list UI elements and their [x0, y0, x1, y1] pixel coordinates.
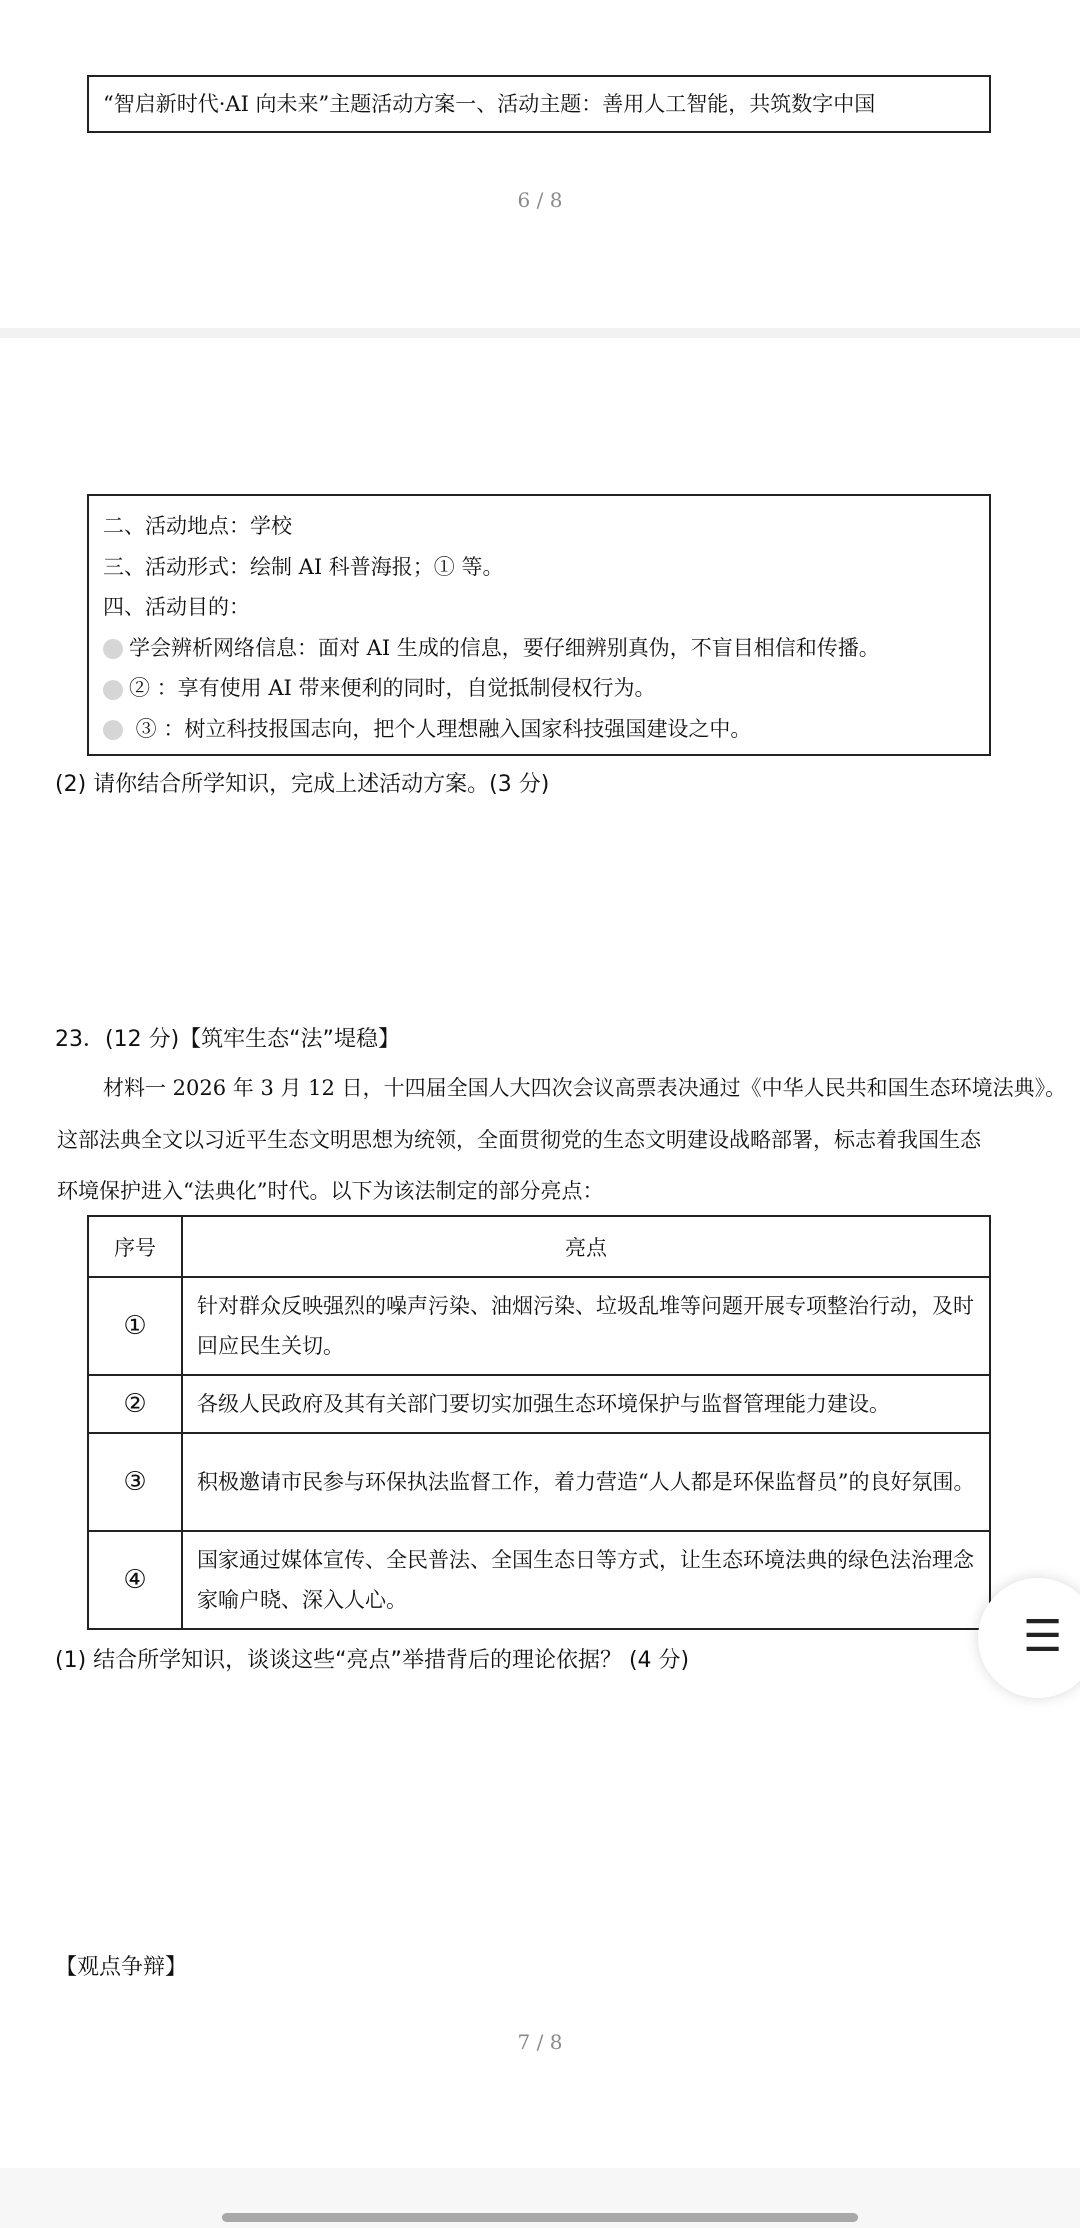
question-22-2: (2) 请你结合所学知识，完成上述活动方案。(3 分)	[55, 772, 550, 797]
plan-form: 三、活动形式：绘制 AI 科普海报；① 等。	[103, 554, 504, 579]
plan-goal-3: ③ ：树立科技报国志向，把个人理想融入国家科技强国建设之中。	[103, 709, 975, 750]
plan-location: 二、活动地点：学校	[103, 514, 292, 538]
menu-icon: ☰	[1023, 1611, 1063, 1662]
table-header-row	[88, 1216, 990, 1277]
page-separator	[0, 328, 1080, 338]
pdf-page-6	[0, 0, 1080, 328]
bullet-dot-icon	[103, 720, 123, 740]
debate-heading: 【观点争辩】	[55, 1955, 188, 1980]
table-row: ④ 国家通过媒体宣传、全民普法、全国生态日等方式，让生态环境法典的绿色法治理念家喻户晓、深入人心。	[88, 1531, 990, 1629]
page-number: 6 / 8	[517, 188, 563, 212]
activity-theme-box: “智启新时代·AI 向未来”主题活动方案一、活动主题：善用人工智能，共筑数字中国	[87, 75, 991, 133]
col-header-number: 序号	[88, 1216, 182, 1277]
table-row: ② 各级人民政府及其有关部门要切实加强生态环境保护与监督管理能力建设。	[88, 1375, 990, 1433]
question-23-1: (1) 结合所学知识，谈谈这些“亮点”举措背后的理论依据？ (4 分)	[55, 1648, 690, 1673]
bullet-dot-icon	[103, 639, 123, 659]
home-indicator[interactable]	[222, 2213, 858, 2222]
material-line-2: 这部法典全文以习近平生态文明思想为统领，全面贯彻党的生态文明建设战略部署，标志着我国生态	[57, 1128, 981, 1152]
highlights-table	[87, 1215, 991, 1630]
material-line-3: 环境保护进入“法典化”时代。以下为该法制定的部分亮点：	[57, 1179, 604, 1203]
plan-purpose-heading: 四、活动目的：	[103, 595, 250, 619]
material-line-1: 材料一 2026 年 3 月 12 日，十四届全国人大四次会议高票表决通过《中华人民共和国生态环境法典》。	[103, 1076, 1067, 1100]
activity-plan-box	[87, 494, 991, 756]
page-number: 7 / 8	[517, 2030, 563, 2054]
bullet-dot-icon	[103, 680, 123, 700]
plan-goal-2: ② ：享有使用 AI 带来便利的同时，自觉抵制侵权行为。	[103, 668, 975, 709]
plan-goal-1: 学会辨析网络信息：面对 AI 生成的信息，要仔细辨别真伪，不盲目相信和传播。	[103, 628, 975, 669]
table-row: ① 针对群众反映强烈的噪声污染、油烟污染、垃圾乱堆等问题开展专项整治行动，及时回应民生关切。	[88, 1277, 990, 1375]
col-header-highlight: 亮点	[182, 1216, 990, 1277]
table-row: ③ 积极邀请市民参与环保执法监督工作，着力营造“人人都是环保监督员”的良好氛围。	[88, 1433, 990, 1531]
question-23-title: 23．(12 分)【筑牢生态“法”堤稳】	[55, 1027, 400, 1052]
